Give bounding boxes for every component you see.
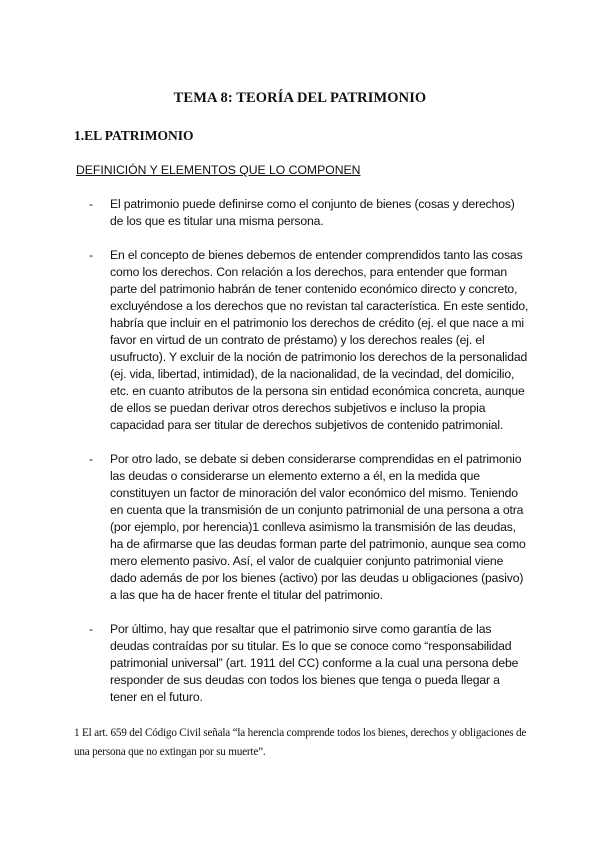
section-heading: 1.EL PATRIMONIO [74,128,194,143]
bullet-dash: - [89,622,94,636]
bullet-dash: - [89,197,94,211]
list-item [89,451,529,604]
list-item [89,247,529,434]
footnote: 1 El art. 659 del Código Civil señala “la herencia comprende todos los bienes, derechos y obligaciones de una persona que no extingan por su muerte”. [74,727,527,758]
page-title: TEMA 8: TEORÍA DEL PATRIMONIO [173,90,427,106]
list-item [89,196,529,230]
list-item [89,621,529,706]
bullet-dash: - [89,452,94,466]
list-item-text: Por otro lado, se debate si deben considerarse comprendidas en el patrimonio las deudas o considerarse un elemento externo a él, en la medida que constituyen un factor de minoración del valor económico del mismo. Teniendo en cuenta que la transmisión de un conjunto patrimonial de una persona a otra (por ejemplo, por herencia)1 conlleva asimismo la transmisión de las deudas, ha de afirmarse que las deudas forman parte del patrimonio, aunque sea como mero elemento pasivo. Así, el valor de cualquier conjunto patrimonial viene dado además de por los bienes (activo) por las deudas u obligaciones (pasivo) a las que ha de hacer frente el titular del patrimonio. [110,452,526,602]
list-item-text: El patrimonio puede definirse como el conjunto de bienes (cosas y derechos) de los que es titular una misma persona. [110,197,515,228]
subsection-heading: DEFINICIÓN Y ELEMENTOS QUE LO COMPONEN [76,163,361,177]
list-item-text: En el concepto de bienes debemos de entender comprendidos tanto las cosas como los derechos. Con relación a los derechos, para entender que forman parte del patrimonio habrán de tener contenido económico directo y concreto, excluyéndose a los derechos que no revistan tal característica. En este sentido, habría que incluir en el patrimonio los derechos de crédito (ej. el que nace a mi favor en virtud de un contrato de préstamo) y los derechos reales (ej. el usufructo). Y excluir de la noción de patrimonio los derechos de la personalidad (ej. vida, libertad, intimidad), de la nacionalidad, de la vecindad, del domicilio, etc. en cuanto atributos de la persona sin entidad económica concreta, aunque de ellos se puedan derivar otros derechos subjetivos e incluso la propia capacidad para ser titular de derechos subjetivos de contenido patrimonial. [110,248,529,432]
list-item-text: Por último, hay que resaltar que el patrimonio sirve como garantía de las deudas contraídas por su titular. Es lo que se conoce como “responsabilidad patrimonial universal” (art. 1911 del CC) conforme a la cual una persona debe responder de sus deudas con todos los bienes que tenga o pueda llegar a tener en el futuro. [110,622,519,704]
bullet-list [89,196,529,723]
bullet-dash: - [89,248,94,262]
